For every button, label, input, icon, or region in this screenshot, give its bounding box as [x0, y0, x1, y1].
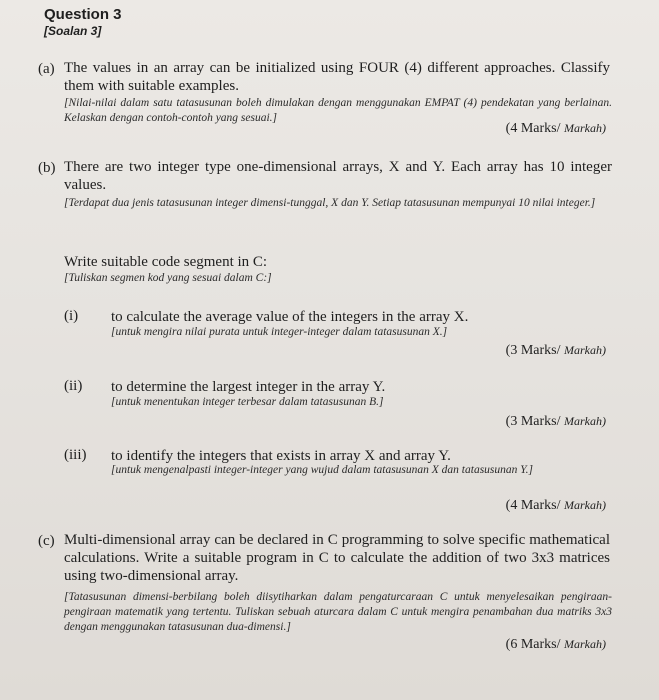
part-b-write-text: Write suitable code segment in C: — [64, 254, 268, 270]
sub-i-marks-my: Markah) — [564, 343, 606, 357]
part-c-marks-my: Markah) — [564, 637, 606, 651]
sub-ii-label: (ii) — [64, 378, 83, 394]
part-a-translation: [Nilai-nilai dalam satu tatasusunan boleh dimulakan dengan menggunakan EMPAT (4) pendekatan yang berlainan. Kelaskan dengan contoh-contoh yang sesuai.] — [64, 97, 612, 124]
sub-iii-translation: [untuk mengenalpasti integer-integer yang wujud dalam tatasusunan X dan tatasusunan Y.] — [111, 464, 533, 476]
sub-ii-marks — [400, 414, 606, 430]
part-b-write-translation: [Tuliskan segmen kod yang sesuai dalam C:] — [64, 272, 272, 284]
sub-iii-text: to identify the integers that exists in array X and array Y. — [111, 448, 451, 464]
sub-iii-marks-my: Markah) — [564, 498, 606, 512]
part-b-label: (b) — [38, 160, 56, 176]
part-c-marks — [400, 637, 606, 653]
part-a-marks-my: Markah) — [564, 121, 606, 135]
part-c-marks-en: (6 Marks/ — [505, 637, 561, 652]
sub-i-marks-en: (3 Marks/ — [505, 343, 561, 358]
sub-i-marks — [400, 343, 606, 359]
part-a-marks-en: (4 Marks/ — [505, 121, 561, 136]
part-c-translation: [Tatasusunan dimensi-berbilang boleh diisytiharkan dalam pengaturcaraan C untuk menyelesaikan pengiraan-pengiraan matematik yang tertentu. Tuliskan sebuah aturcara dalam C untuk mengira penambahan dua matriks 3x3 dengan menggunakan tatasusunan dua-dimensi.] — [64, 591, 612, 633]
part-a-marks — [400, 121, 606, 137]
sub-ii-translation: [untuk menentukan integer terbesar dalam tatasusunan B.] — [111, 396, 384, 408]
sub-ii-text: to determine the largest integer in the array Y. — [111, 379, 386, 395]
sub-iii-label: (iii) — [64, 447, 87, 463]
sub-iii-marks-en: (4 Marks/ — [505, 498, 561, 513]
sub-ii-marks-en: (3 Marks/ — [505, 414, 561, 429]
sub-iii-marks — [400, 498, 606, 514]
question-title: Question 3 — [44, 6, 122, 23]
sub-i-label: (i) — [64, 308, 79, 324]
sub-i-text: to calculate the average value of the integers in the array X. — [111, 309, 469, 325]
part-b-translation: [Terdapat dua jenis tatasusunan integer dimensi-tunggal, X dan Y. Setiap tatasusunan mempunyai 10 nilai integer.] — [64, 197, 596, 209]
sub-ii-marks-my: Markah) — [564, 414, 606, 428]
sub-i-translation: [untuk mengira nilai purata untuk integer-integer dalam tatasusunan X.] — [111, 326, 448, 338]
part-b-text: There are two integer type one-dimensional arrays, X and Y. Each array has 10 integer values. — [64, 159, 612, 193]
question-subtitle: [Soalan 3] — [44, 24, 102, 38]
part-a-label: (a) — [38, 61, 55, 77]
part-a-text: The values in an array can be initialized using FOUR (4) different approaches. Classify them with suitable examples. — [64, 60, 610, 94]
part-c-text: Multi-dimensional array can be declared in C programming to solve specific mathematical calculations. Write a suitable program in C to calculate the addition of two 3x3 matrices using two-dimensional array. — [64, 532, 610, 584]
part-c-label: (c) — [38, 533, 55, 549]
